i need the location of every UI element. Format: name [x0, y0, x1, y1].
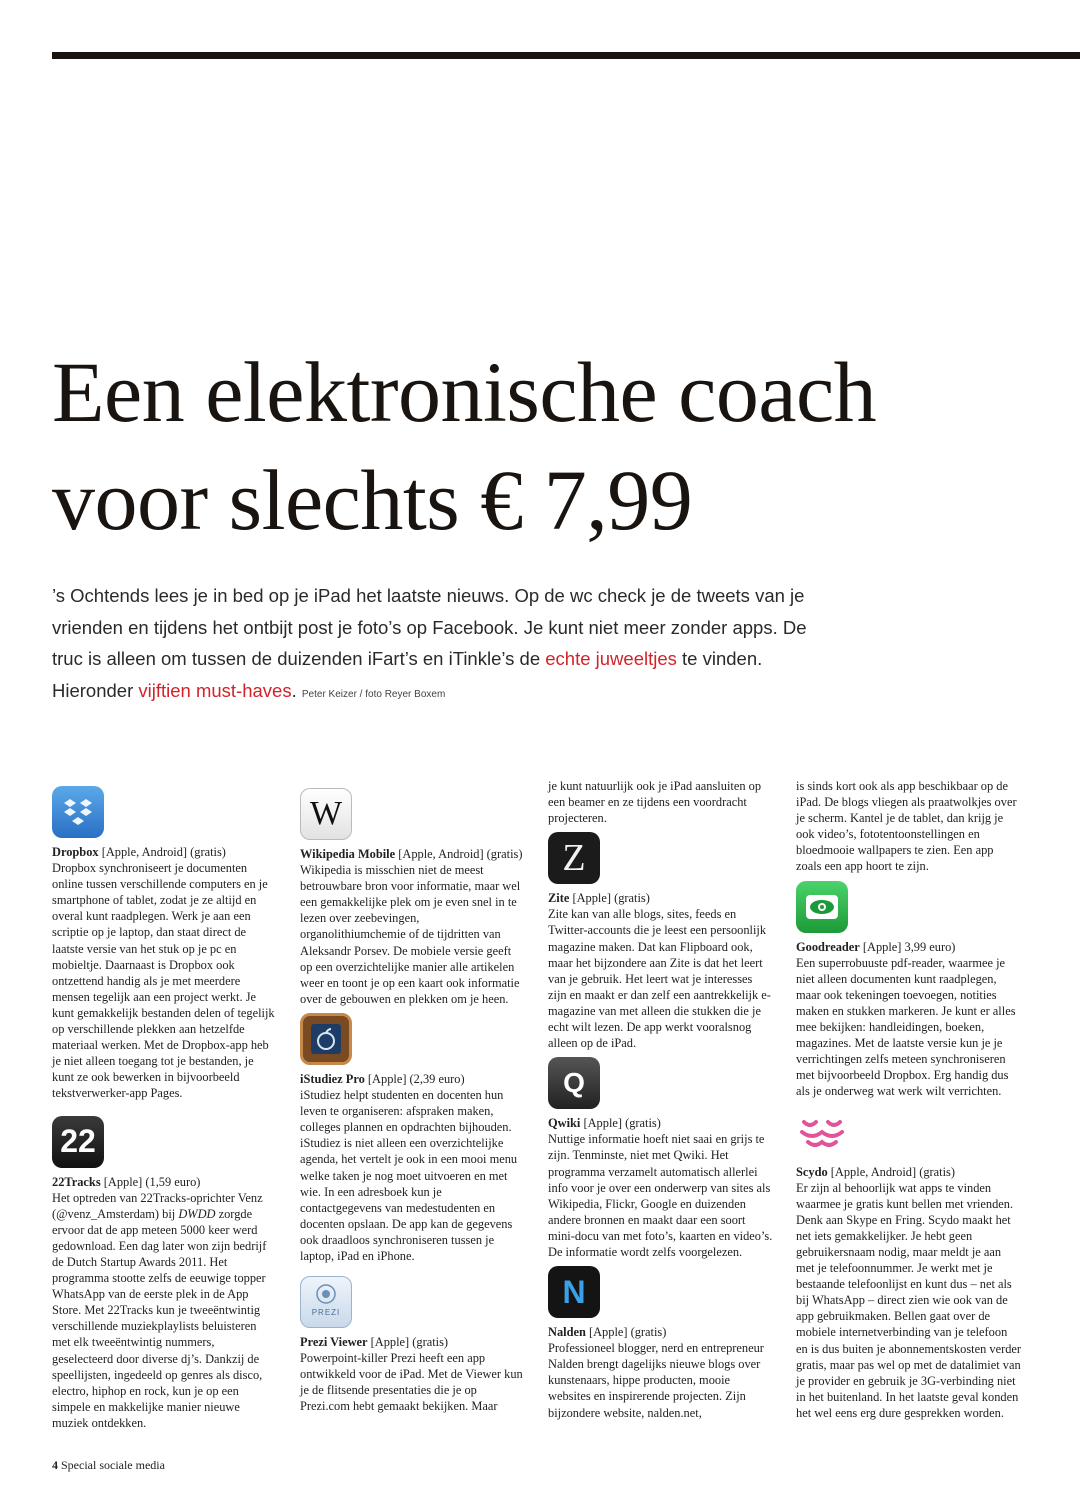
- goodreader-body: Een superrobuuste pdf-reader, waarmee je niet alleen documenten kunt raadplegen, maar ook tekeningen toevoegen, notities maken en stukken markeren. Je kunt er alles mee bekijken: handleidingen, boeken, magazines. Met de laatste versie kun je je verrichtingen zelfs meteen synchroniseren met bijvoorbeeld Dropbox. Erg handig dus als je onderweg wat werk wilt verrichten.: [796, 955, 1016, 1099]
- app-entry-scydo: [796, 1106, 1022, 1422]
- zite-meta: [Apple] (gratis): [569, 891, 650, 906]
- scydo-title: Scydo: [796, 1164, 828, 1179]
- app-entry-istudiez: [300, 1013, 526, 1264]
- 22tracks-meta: [Apple] (1,59 euro): [100, 1174, 201, 1189]
- istudiez-body: iStudiez helpt studenten en docenten hun leven te organiseren: afspraken maken, colleges plannen en opdrachten bijhouden. iStudiez is niet alleen een overzichtelijke agenda, het vertelt je ook in een mooi menu welke taken je nog moet uitvoeren en met wie. In een adresboek kun je contactgegevens van medestudenten en docenten opslaan. De app kan de gegevens ook draadloos synchroniseren tussen je laptop, iPad en iPhone.: [300, 1088, 518, 1263]
- prezi-body: Powerpoint-killer Prezi heeft een app ontwikkeld voor de iPad. Met de Viewer kun je de flitsende presentaties die je op Prezi.com hebt gemaakt bekijken. Maar: [300, 1351, 523, 1414]
- nalden-body-continued: is sinds kort ook als app beschikbaar op de iPad. De blogs vliegen als praatwolkjes over je scherm. Kantel je de tablet, dan krijg je ook video’s, fototentoonstellingen en bloedmooie wallpapers te zien. Een app zoals een app hoort te zijn.: [796, 779, 1017, 874]
- app-entry-dropbox: [52, 786, 278, 1102]
- intro-highlight-2: vijftien must-haves: [138, 679, 292, 701]
- dropbox-meta: [Apple, Android] (gratis): [98, 845, 226, 859]
- app-entry-prezi: [300, 1276, 526, 1414]
- zite-icon: Z: [548, 832, 600, 884]
- wikipedia-icon: W: [300, 788, 352, 840]
- app-entry-22tracks: [52, 1116, 278, 1432]
- nalden-icon: N: [548, 1266, 600, 1318]
- page-number: 4: [52, 1458, 58, 1472]
- istudiez-title: iStudiez Pro: [300, 1071, 365, 1086]
- scydo-meta: [Apple, Android] (gratis): [827, 1164, 956, 1179]
- nalden-meta: [Apple] (gratis): [585, 1325, 667, 1340]
- scydo-icon: [796, 1106, 848, 1158]
- intro-text-2: te vinden. Hieronder: [52, 648, 763, 701]
- column-1: [52, 786, 278, 1431]
- app-entry-nalden: [548, 1266, 774, 1421]
- qwiki-icon: Q: [548, 1057, 600, 1109]
- app-entry-goodreader: [796, 881, 1022, 1100]
- intro-text-3: .: [291, 679, 302, 701]
- section-name: Special sociale media: [58, 1458, 165, 1472]
- column-3: [548, 778, 774, 1421]
- qwiki-meta: [Apple] (gratis): [580, 1116, 661, 1131]
- prezi-body-continued: je kunt natuurlijk ook je iPad aansluiten op een beamer en ze tijdens een voordracht projecteren.: [548, 779, 762, 826]
- intro-paragraph: [52, 580, 812, 710]
- istudiez-meta: [Apple] (2,39 euro): [364, 1071, 465, 1086]
- app-entry-wikipedia: [300, 788, 526, 1007]
- dropbox-body: Dropbox synchroniseert je documenten online tussen verschillende computers en je smartphone of tablet, zodat je ze altijd en overal kunt raadplegen. Werk je aan een scriptie op je laptop, dan staat direct de laatste versie van het stuk op je pc en mobieltje. Daarnaast is Dropbox ook ontzettend handig als je met meerdere mensen tegelijk aan een project werkt. Je kunt gemakkelijk bestanden delen of tegelijk op verschillende plekken aan hetzelfde materiaal werken. Met de Dropbox-app heb je niet alleen toegang tot je bestanden, je kunt ze ook bewerken in bijvoorbeeld tekstverwerker-app Pages.: [52, 861, 275, 1101]
- app-entry-zite: [548, 832, 774, 1051]
- 22tracks-body-em: DWDD: [178, 1206, 216, 1221]
- goodreader-icon: [796, 881, 848, 933]
- nalden-title: Nalden: [548, 1325, 586, 1340]
- wikipedia-title: Wikipedia Mobile: [300, 847, 396, 861]
- scydo-body: Er zijn al behoorlijk wat apps te vinden waarmee je gratis kunt bellen met vrienden. Denk aan Skype en Fring. Scydo maakt het net iets gemakkelijker. Je hebt geen gebruikersnaam nodig, maar meldt je aan met je telefoonnummer. Je werkt met je bestaande telefoonlijst en kunt dus – net als bij WhatsApp – direct zien wie ook van de app gebruikmaken. Bellen gaat over de mobiele internetverbinding van je telefoon en is dus buiten je abonnementskosten verder gratis, maar pas wel op met de datalimiet van je provider en gebruik je 3G-verbinding niet in het buitenland. In het laatste geval konden het wel eens erg dure gesprekken worden.: [796, 1180, 1022, 1420]
- 22tracks-body: Het optreden van 22Tracks-oprichter Venz (@venz_Amsterdam) bij: [52, 1190, 263, 1221]
- app-entry-qwiki: [548, 1057, 774, 1260]
- page-footer: [52, 1458, 165, 1473]
- headline-line-1: Een elektronische coach: [52, 344, 877, 440]
- wikipedia-meta: [Apple, Android] (gratis): [395, 847, 523, 861]
- zite-body: Zite kan van alle blogs, sites, feeds en Twitter-accounts die je leest een persoonlijk magazine maken. Dat kan Flipboard ook, maar het bijzondere aan Zite is dat het leert van je gebruik. Het leert wat je interesses zijn en maakt er dan zelf een aantrekkelijk e-magazine van met alleen die stukken die je echt wilt lezen. De app werkt vooralsnog alleen op de iPad.: [548, 907, 771, 1051]
- zite-title: Zite: [548, 891, 570, 906]
- prezi-icon: PREZI: [300, 1276, 352, 1328]
- intro-text-1: ’s Ochtends lees je in bed op je iPad het laatste nieuws. Op de wc check je de tweets van je vrienden en tijdens het ontbijt post je foto’s op Facebook. Je kunt niet meer zonder apps. De truc is alleen om tussen de duizenden iFart’s en iTinkle’s de: [52, 585, 807, 669]
- headline-line-2: voor slechts € 7,99: [52, 452, 693, 548]
- dropbox-icon: [52, 786, 104, 838]
- prezi-meta: [Apple] (gratis): [367, 1335, 449, 1350]
- qwiki-body: Nuttige informatie hoeft niet saai en grijs te zijn. Tenminste, niet met Qwiki. Het programma verzamelt automatisch allerlei info voor je over een onderwerp van sites als Wikipedia, Flickr, Google en duizenden andere bronnen en maakt daar een soort mini-docu van met foto’s, kaarten en video’s. De informatie wordt zelfs voorgelezen.: [548, 1132, 773, 1259]
- dropbox-title: Dropbox: [52, 845, 99, 859]
- column-4: [796, 778, 1022, 1421]
- 22tracks-body-2: zorgde ervoor dat de app meteen 5000 keer werd gedownload. Een dag later won zijn bedrijf de Dutch Startup Awards 2011. Het programma stootte zelfs de eeuwige topper WhatsApp van de eerste plek in de App Store. Met 22Tracks kun je tweeëntwintig verschillende muziekplaylists beluisteren met elk tweeëntwintig nummers, geselecteerd door diverse dj’s. Dankzij de speellijsten, ingedeeld op genres als disco, electro, hiphop en rock, kun je op een simpele en makkelijke manier nieuwe muziek ontdekken.: [52, 1206, 267, 1430]
- prezi-title: Prezi Viewer: [300, 1335, 368, 1350]
- column-2: [300, 788, 526, 1415]
- intro-highlight-1: echte juweeltjes: [545, 648, 677, 669]
- istudiez-icon: [300, 1013, 352, 1065]
- top-rule: [52, 52, 1080, 59]
- qwiki-title: Qwiki: [548, 1116, 581, 1131]
- nalden-body: Professioneel blogger, nerd en entrepreneur Nalden brengt dagelijks nieuwe blogs over kunstenaars, hippe producten, mooie websites en inspirerende projecten. Zijn bijzondere website, nalden.net,: [548, 1341, 764, 1420]
- headline: [52, 338, 1072, 554]
- 22tracks-icon: 22: [52, 1116, 104, 1168]
- 22tracks-title: 22Tracks: [52, 1174, 101, 1189]
- goodreader-title: Goodreader: [796, 939, 860, 954]
- goodreader-meta: [Apple] 3,99 euro): [859, 939, 956, 954]
- wikipedia-body: Wikipedia is misschien niet de meest betrouwbare bron voor informatie, maar wel een gemakkelijke plek om je even snel in te lezen over zeebevingen, organolithiumchemie of de tijdritten van Aleksandr Porsev. De mobiele versie geeft op een overzichtelijke manier alle artikelen weer en toont je op een kaart ook informatie over de gebouwen en plekken om je heen.: [300, 863, 521, 1006]
- author-credit: Peter Keizer / foto Reyer Boxem: [301, 688, 446, 700]
